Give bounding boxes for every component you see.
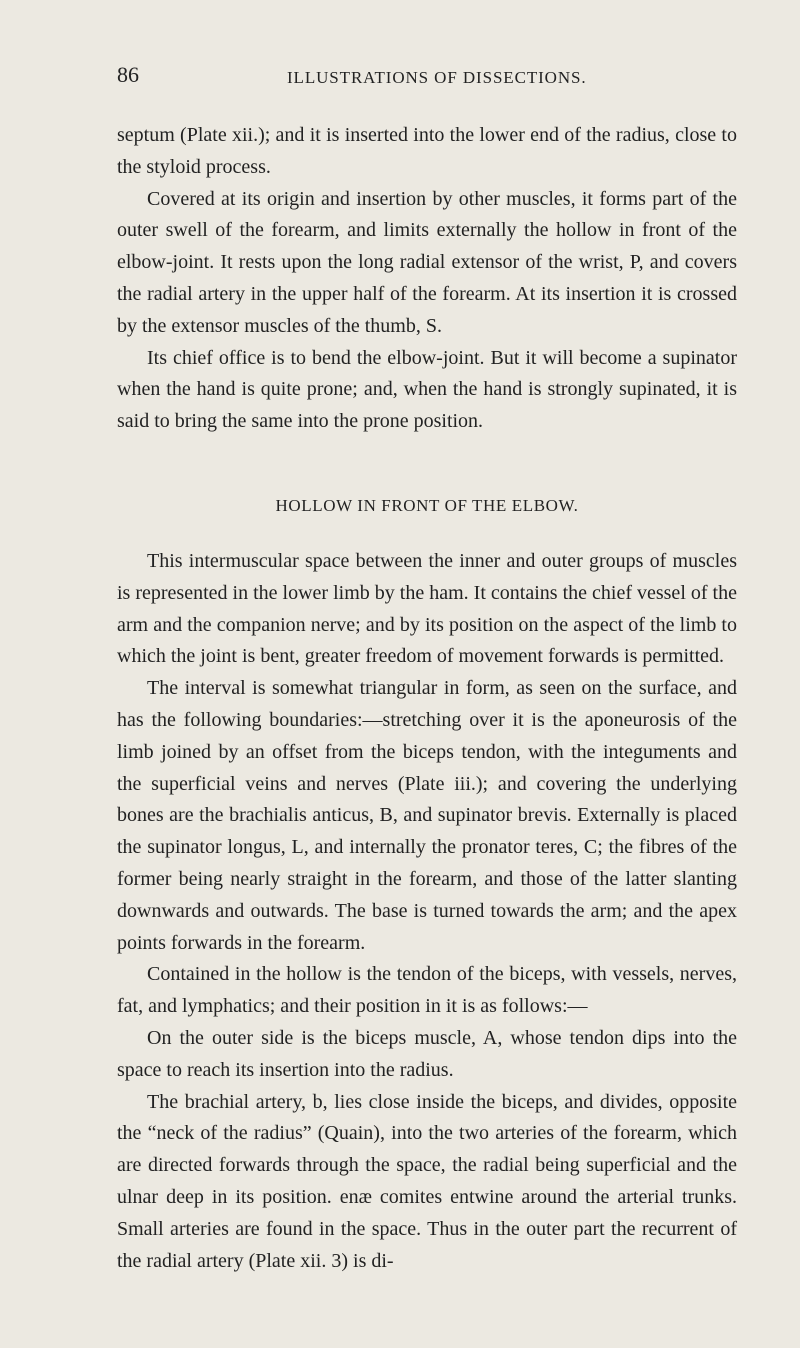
paragraph: Contained in the hollow is the tendon of the biceps, with vessels, nerves, fat, and lymphatics; and their position in it is as follows:— [117,963,737,1018]
paragraph: Its chief office is to bend the elbow-joint. But it will become a supinator when the hand is quite prone; and, when the hand is strongly supinated, it is said to bring the same into the prone position. [117,346,737,433]
body-text [117,120,737,1277]
running-title: ILLUSTRATIONS OF DISSECTIONS. [287,68,587,87]
page-header [117,60,737,90]
paragraph: This intermuscular space between the inner and outer groups of muscles is represented in the lower limb by the ham. It contains the chief vessel of the arm and the companion nerve; and by its position on the aspect of the limb to which the joint is bent, greater freedom of movement forwards is permitted. [117,549,737,668]
paragraph: septum (Plate xii.); and it is inserted into the lower end of the radius, close to the styloid process. [117,124,737,178]
page-number: 86 [117,62,139,87]
section-title: HOLLOW IN FRONT OF THE ELBOW. [275,495,579,515]
paragraph: The brachial artery, b, lies close inside the biceps, and divides, opposite the “neck of the radius” (Quain), into the two arteries of the forearm, which are directed forwards through the space, the radial being superficial and the ulnar deep in its position. enæ comites entwine around the arterial trunks. Small arteries are found in the space. Thus in the outer part the recurrent of the radial artery (Plate xii. 3) is di- [117,1090,737,1272]
paragraph: On the outer side is the biceps muscle, A, whose tendon dips into the space to reach its insertion into the radius. [117,1026,737,1081]
paragraph: Covered at its origin and insertion by other muscles, it forms part of the outer swell of the forearm, and limits externally the hollow in front of the elbow-joint. It rests upon the long radial extensor of the wrist, P, and covers the radial artery in the upper half of the forearm. At its insertion it is crossed by the extensor muscles of the thumb, S. [117,187,737,337]
paragraph: The interval is somewhat triangular in form, as seen on the surface, and has the following boundaries:—stretching over it is the aponeurosis of the limb joined by an offset from the biceps tendon, with the integuments and the superficial veins and nerves (Plate iii.); and covering the underlying bones are the brachialis anticus, B, and supinator brevis. Externally is placed the supinator longus, L, and internally the pronator teres, C; the fibres of the former being nearly straight in the forearm, and those of the latter slanting downwards and outwards. The base is turned towards the arm; and the apex points forwards in the forearm. [117,677,737,954]
